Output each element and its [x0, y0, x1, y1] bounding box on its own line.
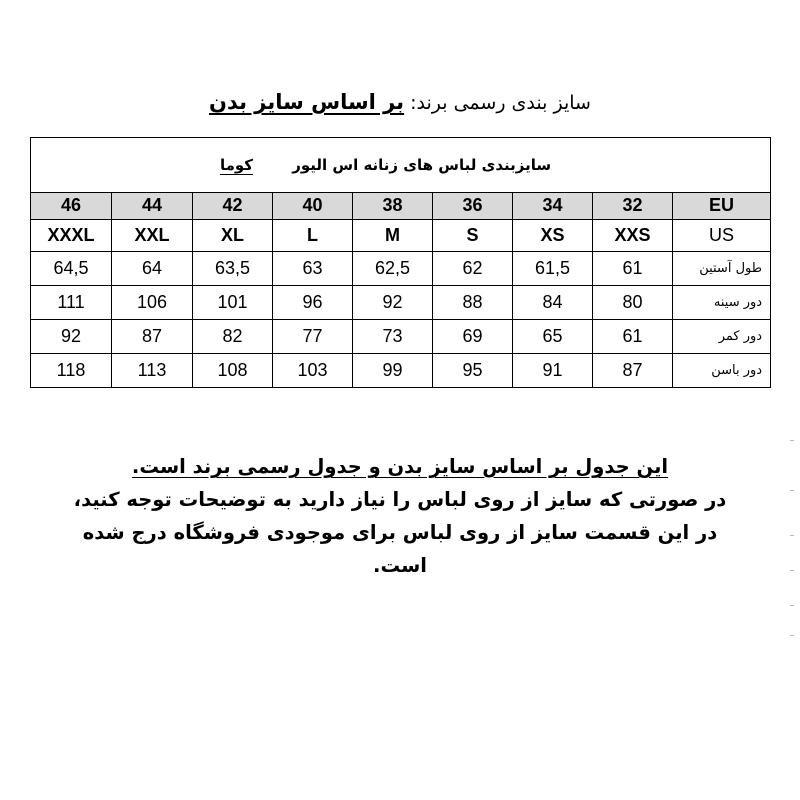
table-cell: 111 [31, 286, 112, 320]
note-line-4: است. [373, 554, 427, 577]
table-cell: 87 [112, 320, 193, 354]
eu-value-34: 34 [513, 192, 593, 220]
table-brand: کوما [219, 155, 253, 174]
edge-mark [790, 535, 794, 536]
table-cell: 113 [112, 353, 193, 387]
table-cell: 84 [513, 286, 593, 320]
size-chart-table [30, 137, 771, 388]
us-value-m: M [353, 220, 433, 252]
edge-mark [790, 570, 794, 571]
us-value-s: S [433, 220, 513, 252]
eu-value-44: 44 [112, 192, 193, 220]
table-cell: 69 [433, 320, 513, 354]
table-row-us [31, 220, 771, 252]
table-cell: 80 [593, 286, 673, 320]
eu-value-38: 38 [353, 192, 433, 220]
us-value-l: L [273, 220, 353, 252]
table-title-cell [31, 138, 771, 193]
note-line-3: در این قسمت سایز از روی لباس برای موجودی فروشگاه درج شده [82, 521, 718, 544]
table-row-eu [31, 192, 771, 220]
caption-emphasis: بر اساس سایز بدن [209, 90, 405, 114]
table-title-row [31, 138, 771, 193]
table-cell: 92 [353, 286, 433, 320]
eu-value-46: 46 [31, 192, 112, 220]
table-row-chest [31, 286, 771, 320]
eu-value-32: 32 [593, 192, 673, 220]
table-cell: 106 [112, 286, 193, 320]
note-line-2: در صورتی که سایز از روی لباس را نیاز دارید به توضیحات توجه کنید، [73, 488, 727, 511]
us-value-xs: XS [513, 220, 593, 252]
caption-prefix: سایز بندی رسمی برند: [410, 92, 591, 114]
table-cell: 82 [193, 320, 273, 354]
table-cell: 88 [433, 286, 513, 320]
row-label-chest: دور سینه [673, 286, 771, 320]
table-cell: 101 [193, 286, 273, 320]
edge-mark [790, 490, 794, 491]
table-row-sleeve [31, 252, 771, 286]
table-cell: 61 [593, 252, 673, 286]
us-label: US [673, 220, 771, 252]
table-cell: 64 [112, 252, 193, 286]
table-cell: 64,5 [31, 252, 112, 286]
edge-mark [790, 635, 794, 636]
size-notes [40, 450, 760, 582]
table-cell: 61 [593, 320, 673, 354]
table-row-hip [31, 353, 771, 387]
table-cell: 62 [433, 252, 513, 286]
edge-marks [788, 430, 794, 670]
table-cell: 96 [273, 286, 353, 320]
row-label-sleeve: طول آستین [673, 252, 771, 286]
table-cell: 95 [433, 353, 513, 387]
eu-value-40: 40 [273, 192, 353, 220]
table-cell: 61,5 [513, 252, 593, 286]
eu-value-36: 36 [433, 192, 513, 220]
eu-value-42: 42 [193, 192, 273, 220]
table-cell: 91 [513, 353, 593, 387]
table-cell: 103 [273, 353, 353, 387]
table-cell: 77 [273, 320, 353, 354]
note-line-1: این جدول بر اساس سایز بدن و جدول رسمی برند است. [131, 455, 669, 478]
table-cell: 73 [353, 320, 433, 354]
table-cell: 108 [193, 353, 273, 387]
table-title: سایزبندی لباس های زنانه اس الیور [292, 155, 552, 174]
table-cell: 62,5 [353, 252, 433, 286]
us-value-xxxl: XXXL [31, 220, 112, 252]
table-row-waist [31, 320, 771, 354]
row-label-hip: دور باسن [673, 353, 771, 387]
table-cell: 63,5 [193, 252, 273, 286]
table-cell: 92 [31, 320, 112, 354]
top-caption [0, 90, 800, 114]
edge-mark [790, 605, 794, 606]
table-cell: 99 [353, 353, 433, 387]
row-label-waist: دور کمر [673, 320, 771, 354]
table-cell: 63 [273, 252, 353, 286]
us-value-xxs: XXS [593, 220, 673, 252]
eu-label: EU [673, 192, 771, 220]
us-value-xl: XL [193, 220, 273, 252]
table-cell: 65 [513, 320, 593, 354]
edge-mark [790, 440, 794, 441]
table-cell: 87 [593, 353, 673, 387]
us-value-xxl: XXL [112, 220, 193, 252]
table-cell: 118 [31, 353, 112, 387]
